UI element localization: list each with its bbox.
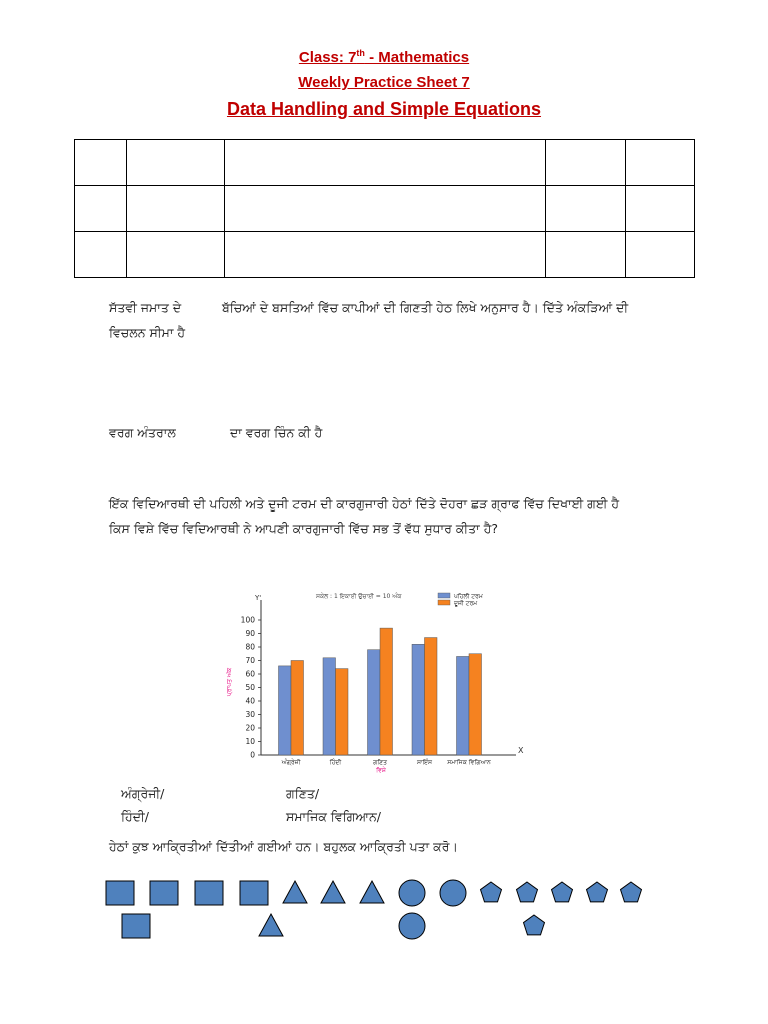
bar-second-term: [380, 628, 393, 755]
subject-label: - Mathematics: [364, 49, 470, 66]
bar-first-term: [279, 666, 292, 755]
question-4-text: ਹੇਠਾਂ ਕੁਝ ਆਕ੍ਰਿਤੀਆਂ ਦਿੱਤੀਆਂ ਗਈਆਂ ਹਨ। ਬਹੁਲਕ ਆਕ੍ਰਿਤੀ ਪਤਾ ਕਰੋ।: [109, 839, 458, 854]
x-axis-label: ਵਿਸ਼ੇ: [376, 767, 386, 774]
table-cell: [546, 140, 626, 186]
table-cell: [127, 140, 225, 186]
table-cell: [75, 140, 127, 186]
x-tick-label: ਸਾਇੰਸ: [417, 759, 432, 766]
y-tick-label: 30: [245, 710, 255, 719]
circle-shape: [440, 880, 466, 906]
circle-shape: [399, 913, 425, 939]
y-tick-label: 70: [245, 656, 255, 665]
table-cell: [225, 186, 546, 232]
y-tick-label: 0: [250, 750, 255, 760]
triangle-shape: [259, 914, 283, 936]
y-tick-label: 20: [245, 723, 255, 733]
question-1-part-a: ਸੱਤਵੀ ਜਮਾਤ ਦੇ: [109, 300, 182, 315]
table-row: [75, 186, 695, 232]
circle-shape: [399, 880, 425, 906]
x-tick-label: ਅੰਗ੍ਰੇਜ਼ੀ: [281, 759, 301, 766]
scale-note: ਸਕੇਲ : 1 ਇਕਾਈ ਉਚਾਈ = 10 ਅੰਕ: [316, 593, 402, 600]
y-tick-label: 40: [245, 696, 255, 706]
y-tick-label: 10: [245, 737, 255, 746]
square-shape: [195, 881, 223, 905]
pentagon-shape: [517, 882, 538, 902]
x-axis-letter: X: [518, 746, 524, 755]
pentagon-shape: [587, 882, 608, 902]
table-cell: [75, 232, 127, 278]
table-cell: [546, 186, 626, 232]
class-heading: [0, 48, 768, 66]
pentagon-shape: [481, 882, 502, 902]
table-cell: [75, 186, 127, 232]
x-tick-label: ਸਮਾਜਿਕ ਵਿਗਿਆਨ: [447, 759, 491, 766]
info-table: [74, 139, 695, 278]
shapes-figure: [0, 870, 768, 950]
y-axis-label: ਪ੍ਰਾਪਤ ਅੰਕ: [226, 667, 233, 697]
option-hindi: ਹਿੰਦੀ/: [121, 809, 149, 824]
option-english: ਅੰਗ੍ਰੇਜੀ/: [121, 786, 165, 801]
y-tick-label: 50: [245, 683, 255, 692]
bar-first-term: [368, 650, 381, 755]
class-superscript: th: [356, 48, 365, 58]
table-cell: [626, 140, 695, 186]
legend-label: ਦੂਜੀ ਟਰਮ: [454, 600, 478, 607]
y-axis-letter: Y': [255, 594, 262, 602]
triangle-shape: [360, 881, 384, 903]
table-cell: [127, 186, 225, 232]
y-tick-label: 80: [245, 642, 255, 652]
bar-second-term: [425, 638, 438, 755]
table-cell: [127, 232, 225, 278]
y-tick-label: 100: [240, 615, 255, 625]
y-tick-label: 60: [245, 669, 255, 679]
x-tick-label: ਹਿੰਦੀ: [329, 759, 342, 766]
question-3-line-1: ਇੱਕ ਵਿਦਿਆਰਥੀ ਦੀ ਪਹਿਲੀ ਅਤੇ ਦੂਜੀ ਟਰਮ ਦੀ ਕਾਰਗੁਜਾਰੀ ਹੇਠਾਂ ਦਿੱਤੇ ਦੋਹਰਾ ਛੜ ਗ੍ਰਾਫ ਵਿੱਚ ਦਿਖਾਈ ਗਈ ਹੈ: [109, 496, 620, 511]
x-tick-label: ਗਣਿਤ: [373, 759, 387, 766]
page-title: Data Handling and Simple Equations: [226, 99, 542, 119]
bar-second-term: [336, 669, 349, 755]
table-cell: [626, 232, 695, 278]
table-cell: [225, 232, 546, 278]
bar-first-term: [323, 658, 336, 755]
table-cell: [546, 232, 626, 278]
bar-second-term: [291, 661, 304, 756]
question-1-part-b: ਬੱਚਿਆਂ ਦੇ ਬਸਤਿਆਂ ਵਿੱਚ ਕਾਪੀਆਂ ਦੀ ਗਿਣਤੀ ਹੇਠ ਲਿਖੇ ਅਨੁਸਾਰ ਹੈ। ਦਿੱਤੇ ਅੰਕੜਿਆਂ ਦੀ: [222, 300, 629, 315]
table-cell: [225, 140, 546, 186]
triangle-shape: [283, 881, 307, 903]
square-shape: [122, 914, 150, 938]
y-tick-label: 90: [245, 629, 255, 638]
option-social-science: ਸਮਾਜਿਕ ਵਿਗਿਆਨ/: [286, 809, 382, 824]
legend-swatch: [438, 600, 450, 605]
option-maths: ਗਣਿਤ/: [286, 786, 320, 801]
question-2-part-a: ਵਰਗ ਅੰਤਰਾਲ: [109, 425, 176, 440]
legend-swatch: [438, 593, 450, 598]
double-bar-chart: [226, 588, 536, 774]
legend-label: ਪਹਿਲੀ ਟਰਮ: [454, 593, 483, 600]
bar-second-term: [469, 654, 482, 755]
triangle-shape: [321, 881, 345, 903]
table-row: [75, 232, 695, 278]
table-cell: [626, 186, 695, 232]
square-shape: [240, 881, 268, 905]
pentagon-shape: [552, 882, 573, 902]
square-shape: [150, 881, 178, 905]
question-2-part-b: ਦਾ ਵਰਗ ਚਿੰਨ ਕੀ ਹੈ: [230, 425, 323, 440]
question-1-line-2: ਵਿਚਲਨ ਸੀਮਾ ਹੈ: [109, 325, 186, 340]
sheet-heading: Weekly Practice Sheet 7: [298, 74, 470, 91]
pentagon-shape: [524, 915, 545, 935]
class-label: Class: 7: [298, 49, 357, 66]
table-row: [75, 140, 695, 186]
bar-first-term: [457, 656, 470, 755]
pentagon-shape: [621, 882, 642, 902]
square-shape: [106, 881, 134, 905]
bar-first-term: [412, 644, 425, 755]
question-3-line-2: ਕਿਸ ਵਿਸ਼ੇ ਵਿੱਚ ਵਿਦਿਆਰਥੀ ਨੇ ਆਪਣੀ ਕਾਰਗੁਜਾਰੀ ਵਿੱਚ ਸਭ ਤੋਂ ਵੱਧ ਸੁਧਾਰ ਕੀਤਾ ਹੈ?: [109, 521, 499, 536]
